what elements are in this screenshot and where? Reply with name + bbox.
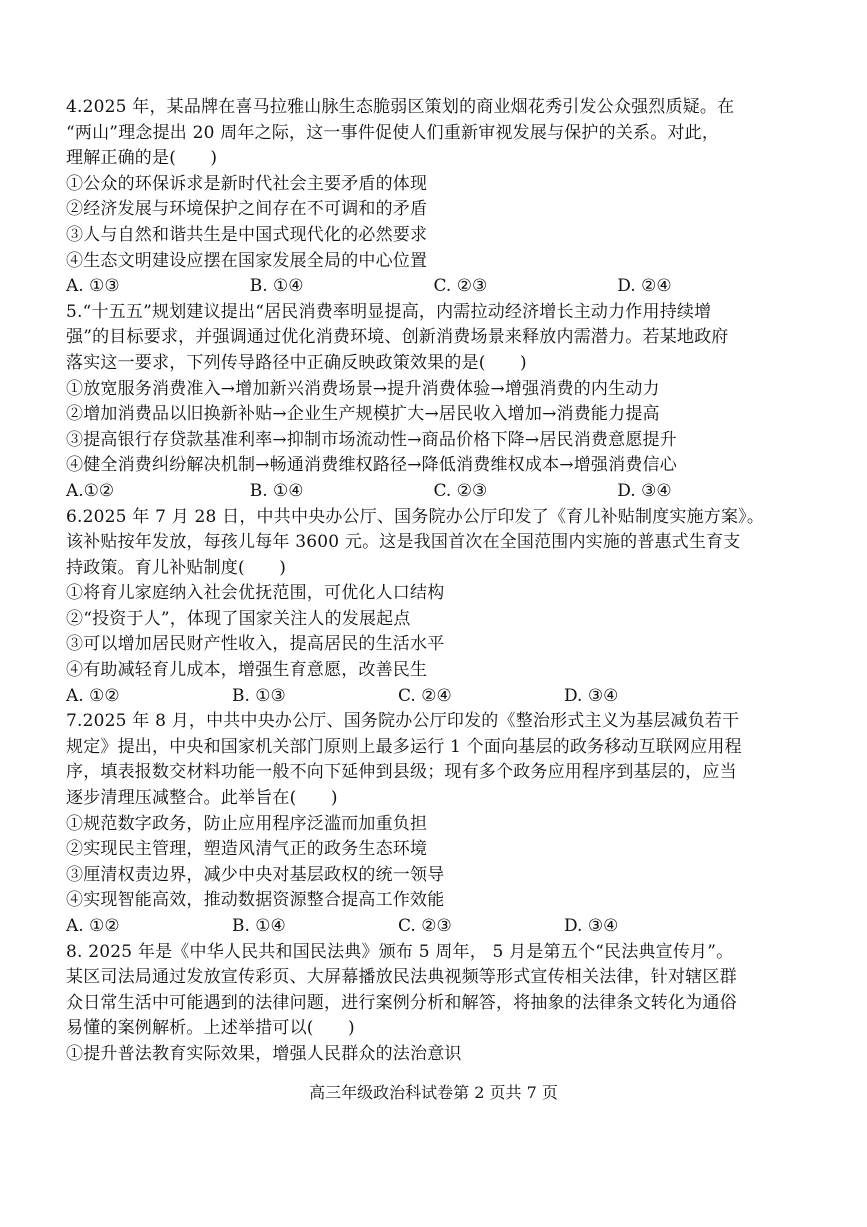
question-8-stem-line: 众日常生活中可能遇到的法律问题，进行案例分析和解答，将抽象的法律条文转化为通俗 — [66, 992, 737, 1013]
question-4-item-3: ③人与自然和谐共生是中国式现代化的必然要求 — [66, 224, 428, 245]
question-7-stem-line: 7.2025 年 8 月，中共中央办公厅、国务院办公厅印发的《整治形式主义为基层减负若干 — [66, 711, 740, 732]
question-6-option-d: D. ③④ — [564, 685, 619, 706]
question-7-stem-line: 规定》提出，中央和国家机关部门原则上最多运行 1 个面向基层的政务移动互联网应用程 — [66, 736, 742, 757]
question-5-options — [66, 479, 801, 505]
question-7-item-1: ①规范数字政务，防止应用程序泛滥而加重负担 — [66, 813, 428, 834]
question-4-option-a: A. ①③ — [66, 276, 120, 297]
question-4-item-2: ②经济发展与环境保护之间存在不可调和的矛盾 — [66, 199, 428, 220]
question-8-stem-line: 某区司法局通过发放宣传彩页、大屏幕播放民法典视频等形式宣传相关法律，针对辖区群 — [66, 967, 737, 988]
question-5-option-b: B. ①④ — [249, 480, 304, 501]
question-7-stem-line: 逐步清理压减整合。此举旨在( ) — [66, 788, 338, 809]
question-5-item-3: ③提高银行存贷款基准利率→抑制市场流动性→商品价格下降→居民消费意愿提升 — [66, 429, 677, 450]
question-4-option-b: B. ①④ — [249, 276, 304, 297]
question-7-option-d: D. ③④ — [564, 916, 619, 936]
question-5-item-1: ①放宽服务消费准入→增加新兴消费场景→提升消费体验→增强消费的内生动力 — [66, 378, 660, 399]
question-5-item-4: ④健全消费纠纷解决机制→畅通消费维权路径→降低消费维权成本→增强消费信心 — [66, 455, 677, 476]
question-6-option-a: A. ①② — [66, 685, 120, 706]
question-6-options — [66, 684, 801, 710]
question-4-option-c: C. ②③ — [433, 276, 488, 297]
question-7-item-2: ②实现民主管理，塑造风清气正的政务生态环境 — [66, 839, 428, 860]
question-5-stem-line: 5.“十五五”规划建议提出“居民消费率明显提高，内需拉动经济增长主动力作用持续增 — [66, 301, 712, 322]
question-5-item-2: ②增加消费品以旧换新补贴→企业生产规模扩大→居民收入增加→消费能力提高 — [66, 404, 660, 425]
question-4 — [66, 95, 801, 300]
question-4-stem-line: “两山”理念提出 20 周年之际，这一事件促使人们重新审视发展与保护的关系。对此， — [66, 122, 720, 143]
question-6-item-4: ④有助减轻育儿成本，增强生育意愿，改善民生 — [66, 660, 428, 681]
question-7-item-4: ④实现智能高效，推动数据资源整合提高工作效能 — [66, 890, 445, 911]
question-6-item-2: ②“投资于人”，体现了国家关注人的发展起点 — [66, 608, 411, 629]
question-7 — [66, 709, 801, 939]
question-5-stem-line: 落实这一要求，下列传导路径中正确反映政策效果的是( ) — [66, 352, 527, 373]
question-4-item-1: ①公众的环保诉求是新时代社会主要矛盾的体现 — [66, 173, 428, 194]
question-8-stem-line: 易懂的案例解析。上述举措可以( ) — [66, 1018, 355, 1039]
question-6-item-3: ③可以增加居民财产性收入，提高居民的生活水平 — [66, 634, 445, 655]
question-5 — [66, 300, 801, 505]
question-7-options — [66, 914, 801, 940]
question-7-item-3: ③厘清权责边界，减少中央对基层政权的统一领导 — [66, 864, 445, 885]
question-5-option-a: A.①② — [66, 480, 115, 501]
question-4-options — [66, 274, 801, 300]
question-5-option-d: D. ③④ — [617, 480, 672, 501]
question-5-option-c: C. ②③ — [433, 480, 488, 501]
question-6-stem-line: 6.2025 年 7 月 28 日，中共中央办公厅、国务院办公厅印发了《育儿补贴制度实施方案》。 — [66, 506, 765, 527]
question-6-stem-line: 该补贴按年发放，每孩儿每年 3600 元。这是我国首次在全国范围内实施的普惠式生育支 — [66, 532, 741, 553]
question-6-option-b: B. ①③ — [232, 685, 286, 706]
question-8-item-1: ①提升普法教育实际效果，增强人民群众的法治意识 — [66, 1043, 462, 1064]
question-6-stem-line: 持政策。育儿补贴制度( ) — [66, 557, 287, 578]
question-5-stem-line: 强”的目标要求，并强调通过优化消费环境、创新消费场景来释放内需潜力。若某地政府 — [66, 327, 729, 348]
exam-page-content — [66, 95, 801, 1068]
question-4-item-4: ④生态文明建设应摆在国家发展全局的中心位置 — [66, 250, 428, 271]
question-4-stem-line: 4.2025 年，某品牌在喜马拉雅山脉生态脆弱区策划的商业烟花秀引发公众强烈质疑。在 — [66, 97, 735, 117]
question-8-stem-line: 8. 2025 年是《中华人民共和国民法典》颁布 5 周年， 5 月是第五个“民法典宣传月”。 — [66, 941, 734, 962]
question-8 — [66, 940, 801, 1068]
page-footer: 高三年级政治科试卷第 2 页共 7 页 — [309, 1083, 558, 1102]
question-4-stem-line: 理解正确的是( ) — [66, 148, 218, 169]
question-6-item-1: ①将育儿家庭纳入社会优抚范围，可优化人口结构 — [66, 583, 445, 604]
question-7-option-a: A. ①② — [66, 916, 120, 936]
question-7-stem-line: 序，填表报数交材料功能一般不向下延伸到县级；现有多个政务应用程序到基层的，应当 — [66, 762, 737, 783]
question-7-option-c: C. ②③ — [398, 916, 452, 936]
question-6-option-c: C. ②④ — [398, 685, 452, 706]
question-4-option-d: D. ②④ — [617, 276, 672, 297]
question-7-option-b: B. ①④ — [232, 916, 286, 936]
question-6 — [66, 505, 801, 710]
